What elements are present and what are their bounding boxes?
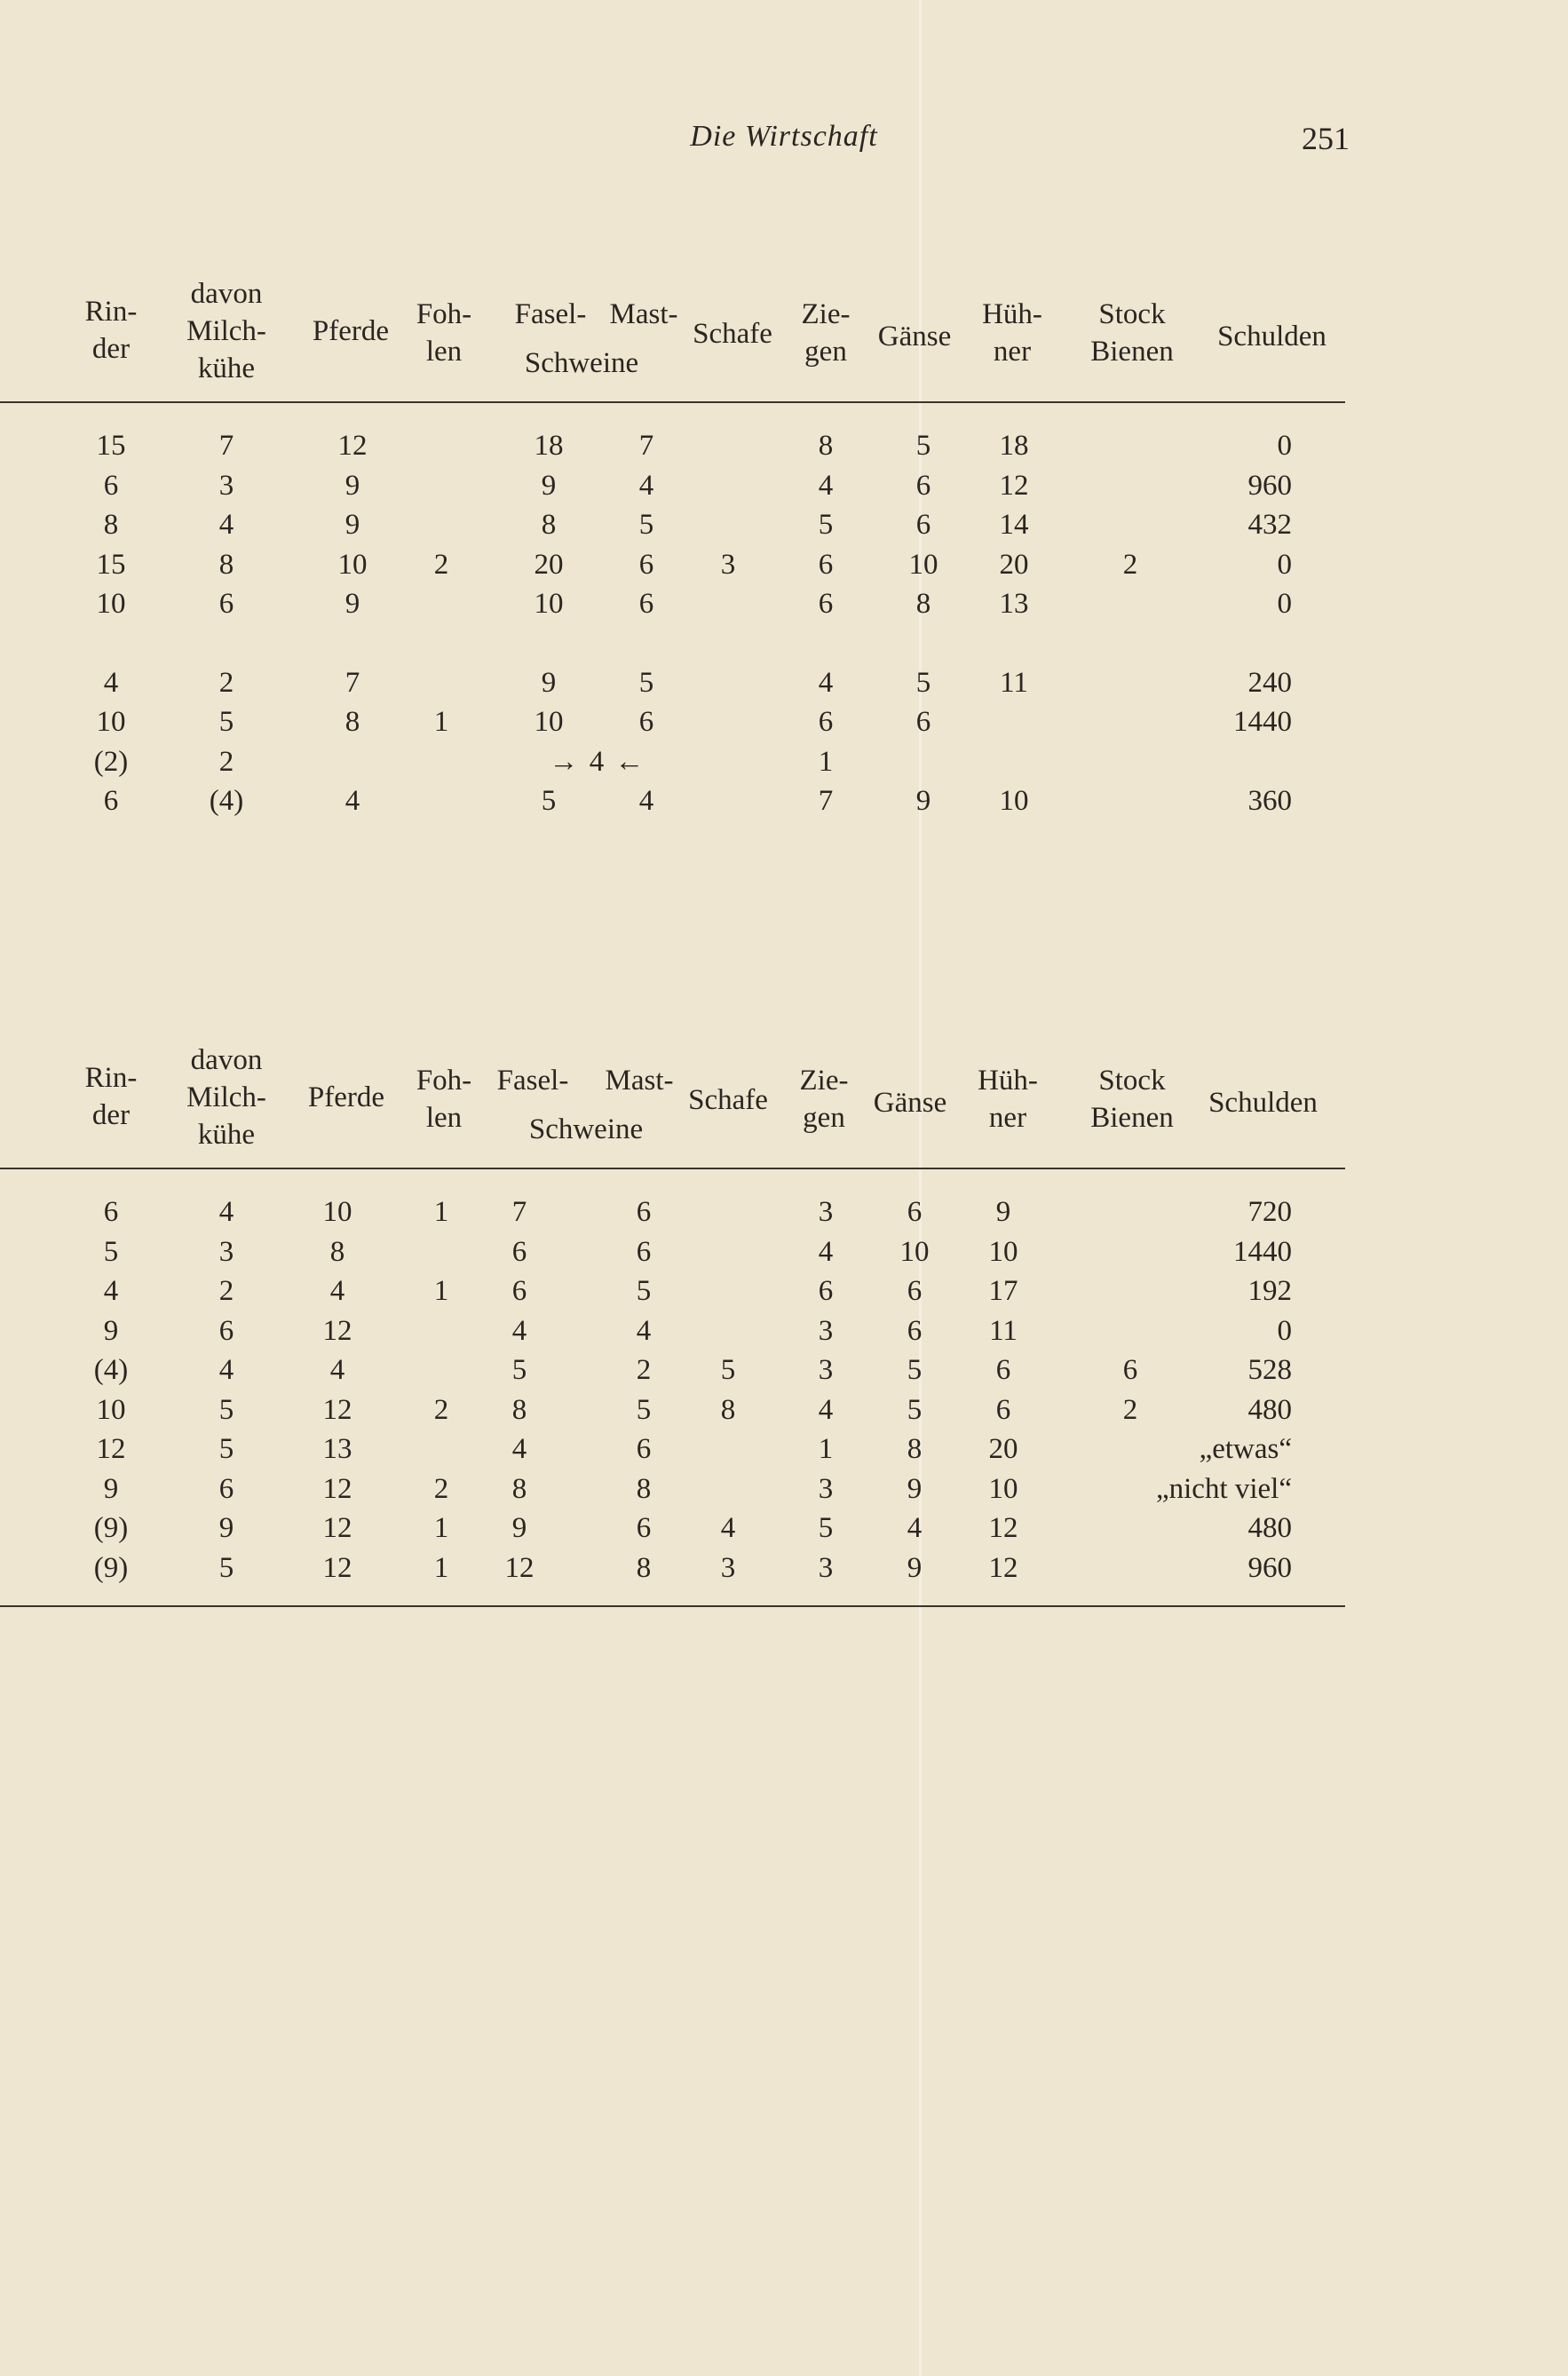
cell-mast: 4 (638, 469, 654, 502)
cell-fohlen: 1 (433, 1196, 449, 1228)
cell-schafe: 3 (720, 548, 736, 581)
header-rule (0, 401, 1345, 403)
cell-fasel: 7 (511, 1196, 527, 1228)
cell-huehner: 11 (1000, 666, 1028, 699)
cell-huehner: 6 (995, 1393, 1011, 1426)
cell-fasel: 8 (541, 509, 557, 541)
cell-milchkuehe: 4 (218, 1196, 234, 1228)
cell-rinder: 6 (103, 1196, 119, 1228)
header-mast: Mast- (605, 1065, 674, 1097)
cell-mast: 5 (636, 1393, 652, 1426)
row-spacer (0, 624, 1345, 663)
cell-pferde: 9 (344, 588, 360, 620)
cell-milchkuehe: 5 (218, 1433, 234, 1465)
cell-schulden: 240 (1247, 666, 1292, 699)
header-milchkuehe: davon Milch- kühe (186, 1044, 266, 1151)
cell-gaense: 6 (915, 469, 931, 502)
table-row (0, 1390, 1345, 1430)
cell-pferde: 8 (329, 1235, 345, 1268)
cell-schulden: 960 (1247, 469, 1292, 502)
cell-rinder: 10 (96, 1393, 126, 1426)
cell-ziegen: 6 (818, 548, 834, 581)
cell-fasel: 9 (541, 666, 557, 699)
cell-mast: 5 (638, 509, 654, 541)
cell-pferde: 4 (329, 1275, 345, 1307)
cell-mast: 6 (638, 588, 654, 620)
cell-schulden: 432 (1247, 509, 1292, 541)
header-fasel: Fasel- (496, 1065, 569, 1097)
cell-ziegen: 3 (818, 1551, 834, 1584)
cell-fasel: 12 (504, 1551, 535, 1584)
header-rule (0, 1168, 1345, 1169)
livestock-table-1 (0, 266, 1345, 821)
cell-milchkuehe: 7 (218, 430, 234, 462)
running-head: Die Wirtschaft (690, 120, 878, 153)
cell-mast: 6 (636, 1235, 652, 1268)
cell-milchkuehe: 5 (218, 1393, 234, 1426)
cell-mast: 6 (636, 1196, 652, 1228)
cell-pferde: 9 (344, 509, 360, 541)
cell-ziegen: 3 (818, 1196, 834, 1228)
header-pferde: Pferde (312, 315, 390, 347)
cell-schulden: 0 (1277, 588, 1292, 620)
cell-fohlen: 1 (433, 1512, 449, 1544)
cell-rinder: 10 (96, 588, 126, 620)
cell-rinder: 9 (103, 1314, 119, 1347)
header-gaense: Gänse (873, 1087, 947, 1119)
cell-ziegen: 1 (818, 745, 834, 778)
cell-rinder: 6 (103, 785, 119, 817)
cell-gaense: 10 (908, 548, 938, 581)
cell-gaense: 4 (907, 1512, 923, 1544)
table-row (0, 1271, 1345, 1311)
table-row (0, 505, 1345, 545)
cell-bienen: 2 (1122, 1393, 1138, 1426)
cell-mast: 5 (638, 666, 654, 699)
header-schulden: Schulden (1217, 321, 1326, 352)
cell-huehner: 12 (988, 1551, 1018, 1584)
cell-fasel: 6 (511, 1235, 527, 1268)
cell-schulden: 0 (1277, 548, 1292, 581)
cell-fohlen: 1 (433, 706, 449, 738)
cell-gaense: 6 (915, 706, 931, 738)
cell-rinder: 10 (96, 706, 126, 738)
page-number: 251 (1302, 121, 1350, 156)
cell-ziegen: 6 (818, 1275, 834, 1307)
cell-milchkuehe: 5 (218, 706, 234, 738)
header-milchkuehe: davon Milch- kühe (186, 278, 266, 384)
header-ziegen: Zie- gen (799, 1065, 849, 1134)
table-row (0, 1192, 1345, 1232)
cell-ziegen: 4 (818, 1393, 834, 1426)
cell-schafe: 3 (720, 1551, 736, 1584)
cell-schulden: 480 (1247, 1512, 1292, 1544)
cell-rinder: 15 (96, 548, 126, 581)
cell-mast: 8 (636, 1551, 652, 1584)
header-fasel: Fasel- (514, 298, 587, 330)
cell-mast: 6 (636, 1433, 652, 1465)
header-fohlen: Foh- len (416, 1065, 472, 1134)
cell-rinder: 6 (103, 469, 119, 502)
header-fohlen: Foh- len (416, 298, 472, 368)
header-bienen: Stock Bienen (1090, 298, 1174, 368)
cell-schulden: 1440 (1233, 1235, 1292, 1268)
cell-huehner: 10 (988, 1235, 1018, 1268)
cell-fasel: 10 (534, 588, 564, 620)
cell-rinder: 9 (103, 1472, 119, 1505)
cell-fasel: 5 (511, 1354, 527, 1386)
cell-schulden: 528 (1247, 1354, 1292, 1386)
cell-rinder: 15 (96, 430, 126, 462)
cell-fohlen: 2 (433, 1393, 449, 1426)
cell-gaense: 5 (907, 1393, 923, 1426)
cell-schulden: „etwas“ (1199, 1433, 1292, 1465)
cell-pferde: 12 (322, 1551, 352, 1584)
table-row (0, 1548, 1345, 1588)
cell-ziegen: 4 (818, 469, 834, 502)
cell-schulden: 192 (1247, 1275, 1292, 1307)
cell-rinder: (4) (93, 1354, 129, 1386)
cell-milchkuehe: 6 (218, 588, 234, 620)
cell-pferde: 8 (344, 706, 360, 738)
cell-gaense: 8 (915, 588, 931, 620)
cell-mast: 5 (636, 1275, 652, 1307)
cell-gaense: 5 (915, 666, 931, 699)
cell-mast: 7 (638, 430, 654, 462)
cell-huehner: 20 (988, 1433, 1018, 1465)
cell-fasel: → 4 ← (549, 745, 646, 778)
cell-pferde: 12 (322, 1512, 352, 1544)
table-row (0, 1311, 1345, 1351)
table-row (0, 545, 1345, 585)
cell-pferde: 12 (322, 1314, 352, 1347)
cell-rinder: 4 (103, 666, 119, 699)
table-row (0, 1509, 1345, 1548)
header-pferde: Pferde (307, 1081, 385, 1113)
cell-fasel: 9 (511, 1512, 527, 1544)
cell-milchkuehe: 3 (218, 469, 234, 502)
table-row (0, 702, 1345, 742)
cell-rinder: (9) (93, 1512, 129, 1544)
cell-gaense: 9 (907, 1551, 923, 1584)
cell-schafe: 4 (720, 1512, 736, 1544)
cell-pferde: 12 (322, 1393, 352, 1426)
cell-huehner: 12 (999, 469, 1029, 502)
cell-huehner: 10 (988, 1472, 1018, 1505)
cell-milchkuehe: 5 (218, 1551, 234, 1584)
cell-fasel: 10 (534, 706, 564, 738)
cell-rinder: 12 (96, 1433, 126, 1465)
cell-milchkuehe: 2 (218, 745, 234, 778)
cell-huehner: 18 (999, 430, 1029, 462)
cell-fasel: 6 (511, 1275, 527, 1307)
header-schweine: Schweine (524, 347, 639, 379)
cell-mast: 8 (636, 1472, 652, 1505)
table-body (0, 426, 1345, 821)
cell-milchkuehe: (4) (209, 785, 244, 817)
cell-gaense: 9 (907, 1472, 923, 1505)
cell-huehner: 6 (995, 1354, 1011, 1386)
bottom-rule (0, 1605, 1345, 1607)
cell-ziegen: 5 (818, 1512, 834, 1544)
cell-huehner: 17 (988, 1275, 1018, 1307)
header-gaense: Gänse (877, 321, 952, 352)
cell-gaense: 6 (915, 509, 931, 541)
table-body (0, 1192, 1345, 1588)
cell-gaense: 9 (915, 785, 931, 817)
cell-milchkuehe: 6 (218, 1472, 234, 1505)
cell-ziegen: 3 (818, 1472, 834, 1505)
cell-fohlen: 2 (433, 1472, 449, 1505)
cell-fasel: 9 (541, 469, 557, 502)
cell-milchkuehe: 3 (218, 1235, 234, 1268)
cell-mast: 4 (636, 1314, 652, 1347)
cell-fasel: 4 (511, 1433, 527, 1465)
cell-ziegen: 4 (818, 1235, 834, 1268)
cell-milchkuehe: 4 (218, 509, 234, 541)
cell-schulden: 720 (1247, 1196, 1292, 1228)
cell-ziegen: 1 (818, 1433, 834, 1465)
cell-pferde: 4 (344, 785, 360, 817)
cell-rinder: 8 (103, 509, 119, 541)
cell-ziegen: 6 (818, 706, 834, 738)
cell-gaense: 10 (899, 1235, 930, 1268)
cell-fohlen: 1 (433, 1275, 449, 1307)
cell-gaense: 8 (907, 1433, 923, 1465)
cell-mast: 6 (636, 1512, 652, 1544)
header-rinder: Rin- der (84, 1062, 138, 1131)
cell-ziegen: 5 (818, 509, 834, 541)
cell-mast: 4 (638, 785, 654, 817)
cell-milchkuehe: 6 (218, 1314, 234, 1347)
cell-pferde: 12 (337, 430, 368, 462)
cell-rinder: (2) (93, 745, 129, 778)
cell-rinder: 4 (103, 1275, 119, 1307)
cell-rinder: 5 (103, 1235, 119, 1268)
cell-pferde: 13 (322, 1433, 352, 1465)
cell-fasel: 4 (511, 1314, 527, 1347)
cell-pferde: 4 (329, 1354, 345, 1386)
cell-pferde: 9 (344, 469, 360, 502)
cell-ziegen: 3 (818, 1354, 834, 1386)
cell-milchkuehe: 2 (218, 1275, 234, 1307)
cell-schulden: „nicht viel“ (1155, 1472, 1292, 1505)
cell-gaense: 5 (907, 1354, 923, 1386)
header-ziegen: Zie- gen (801, 298, 851, 368)
cell-schafe: 8 (720, 1393, 736, 1426)
table-row (0, 663, 1345, 703)
table-row (0, 742, 1345, 782)
header-mast: Mast- (609, 298, 678, 330)
cell-schulden: 0 (1277, 430, 1292, 462)
header-huehner: Hüh- ner (982, 298, 1042, 368)
cell-huehner: 10 (999, 785, 1029, 817)
cell-fohlen: 2 (433, 548, 449, 581)
cell-schulden: 0 (1277, 1314, 1292, 1347)
cell-gaense: 6 (907, 1196, 923, 1228)
cell-bienen: 6 (1122, 1354, 1138, 1386)
cell-huehner: 13 (999, 588, 1029, 620)
cell-huehner: 14 (999, 509, 1029, 541)
cell-fasel: 8 (511, 1393, 527, 1426)
header-schulden: Schulden (1208, 1087, 1318, 1119)
cell-gaense: 5 (915, 430, 931, 462)
header-rinder: Rin- der (84, 296, 138, 365)
cell-mast: 6 (638, 548, 654, 581)
table-row (0, 781, 1345, 821)
livestock-table-2 (0, 1033, 1345, 1607)
cell-ziegen: 6 (818, 588, 834, 620)
header-schafe: Schafe (693, 318, 772, 350)
cell-milchkuehe: 2 (218, 666, 234, 699)
table-header (0, 1033, 1345, 1201)
table-row (0, 1430, 1345, 1469)
cell-huehner: 12 (988, 1512, 1018, 1544)
cell-fohlen: 1 (433, 1551, 449, 1584)
cell-rinder: (9) (93, 1551, 129, 1584)
table-row (0, 584, 1345, 624)
cell-schulden: 1440 (1233, 706, 1292, 738)
cell-pferde: 7 (344, 666, 360, 699)
table-row (0, 1469, 1345, 1509)
cell-pferde: 10 (337, 548, 368, 581)
cell-pferde: 10 (322, 1196, 352, 1228)
table-row (0, 1350, 1345, 1390)
cell-fasel: 20 (534, 548, 564, 581)
cell-bienen: 2 (1122, 548, 1138, 581)
cell-milchkuehe: 4 (218, 1354, 234, 1386)
cell-fasel: 18 (534, 430, 564, 462)
cell-schafe: 5 (720, 1354, 736, 1386)
cell-fasel: 5 (541, 785, 557, 817)
table-row (0, 466, 1345, 506)
cell-fasel: 8 (511, 1472, 527, 1505)
cell-schulden: 480 (1247, 1393, 1292, 1426)
cell-huehner: 9 (995, 1196, 1011, 1228)
cell-schulden: 960 (1247, 1551, 1292, 1584)
cell-mast: 2 (636, 1354, 652, 1386)
header-schafe: Schafe (688, 1084, 768, 1116)
cell-mast: 6 (638, 706, 654, 738)
header-huehner: Hüh- ner (978, 1065, 1038, 1134)
cell-milchkuehe: 8 (218, 548, 234, 581)
cell-ziegen: 7 (818, 785, 834, 817)
cell-pferde: 12 (322, 1472, 352, 1505)
cell-ziegen: 8 (818, 430, 834, 462)
table-row (0, 426, 1345, 466)
cell-milchkuehe: 9 (218, 1512, 234, 1544)
cell-huehner: 20 (999, 548, 1029, 581)
cell-huehner: 11 (989, 1314, 1018, 1347)
cell-ziegen: 4 (818, 666, 834, 699)
table-header (0, 266, 1345, 435)
table-row (0, 1232, 1345, 1272)
header-schweine: Schweine (528, 1113, 644, 1145)
cell-ziegen: 3 (818, 1314, 834, 1347)
cell-gaense: 6 (907, 1314, 923, 1347)
cell-schulden: 360 (1247, 785, 1292, 817)
cell-gaense: 6 (907, 1275, 923, 1307)
header-bienen: Stock Bienen (1090, 1065, 1174, 1134)
